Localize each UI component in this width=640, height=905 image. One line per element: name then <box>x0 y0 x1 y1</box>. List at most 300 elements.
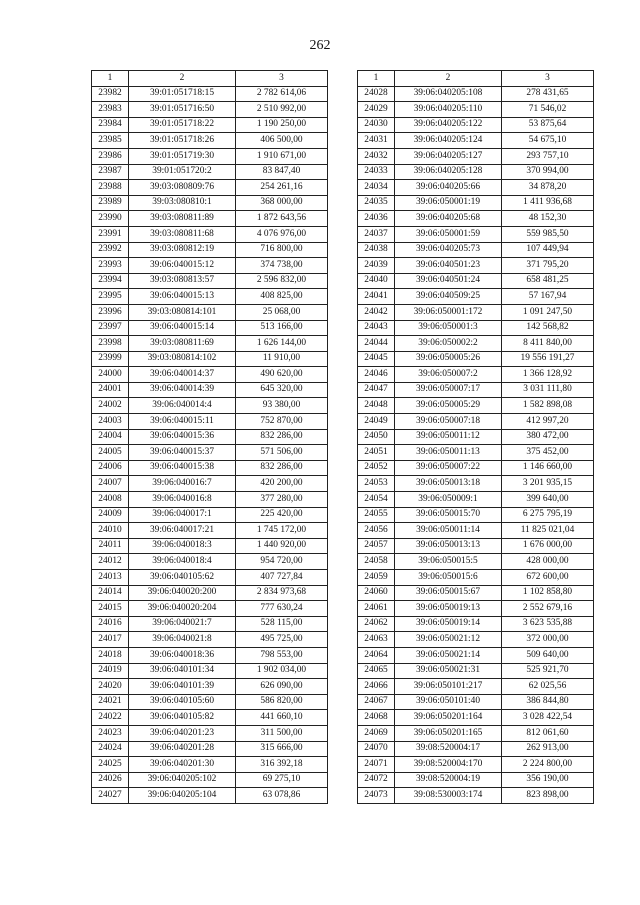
row-number: 24006 <box>92 460 129 476</box>
row-number: 24023 <box>92 725 129 741</box>
row-number: 24018 <box>92 647 129 663</box>
row-number: 24061 <box>358 601 395 617</box>
row-number: 24063 <box>358 632 395 648</box>
cadastral-value: 3 623 535,88 <box>502 616 594 632</box>
row-number: 24007 <box>92 476 129 492</box>
cadastral-value: 53 875,64 <box>502 117 594 133</box>
column-header-cadastral: 2 <box>395 71 502 87</box>
cadastral-number: 39:06:040015:38 <box>129 460 236 476</box>
cadastral-value: 1 190 250,00 <box>236 117 328 133</box>
table-row <box>92 788 328 804</box>
cadastral-value: 374 738,00 <box>236 258 328 274</box>
table-row <box>358 554 594 570</box>
cadastral-value: 3 201 935,15 <box>502 476 594 492</box>
table-row <box>92 133 328 149</box>
cadastral-value: 1 872 643,56 <box>236 211 328 227</box>
cadastral-number: 39:06:040101:34 <box>129 663 236 679</box>
row-number: 24042 <box>358 304 395 320</box>
cadastral-value: 63 078,86 <box>236 788 328 804</box>
cadastral-number: 39:06:040205:128 <box>395 164 502 180</box>
row-number: 23991 <box>92 226 129 242</box>
cadastral-number: 39:06:040015:14 <box>129 320 236 336</box>
row-number: 24054 <box>358 492 395 508</box>
cadastral-value: 1 102 858,80 <box>502 585 594 601</box>
table-row <box>358 616 594 632</box>
cadastral-number: 39:06:040205:66 <box>395 180 502 196</box>
table-row <box>92 367 328 383</box>
table-row <box>92 741 328 757</box>
table-row <box>358 772 594 788</box>
table-row <box>358 164 594 180</box>
row-number: 24024 <box>92 741 129 757</box>
table-row <box>358 398 594 414</box>
cadastral-number: 39:06:050201:165 <box>395 725 502 741</box>
row-number: 24059 <box>358 570 395 586</box>
row-number: 24071 <box>358 757 395 773</box>
cadastral-value: 107 449,94 <box>502 242 594 258</box>
row-number: 24000 <box>92 367 129 383</box>
cadastral-number: 39:03:080814:101 <box>129 304 236 320</box>
cadastral-value: 142 568,82 <box>502 320 594 336</box>
table-row <box>92 757 328 773</box>
row-number: 24019 <box>92 663 129 679</box>
cadastral-value: 1 745 172,00 <box>236 523 328 539</box>
cadastral-number: 39:06:040205:104 <box>129 788 236 804</box>
cadastral-number: 39:06:040205:108 <box>395 86 502 102</box>
cadastral-value: 626 090,00 <box>236 679 328 695</box>
cadastral-value: 11 825 021,04 <box>502 523 594 539</box>
table-row <box>92 523 328 539</box>
row-number: 24067 <box>358 694 395 710</box>
row-number: 24045 <box>358 351 395 367</box>
cadastral-value: 34 878,20 <box>502 180 594 196</box>
table-row <box>358 570 594 586</box>
cadastral-number: 39:06:050001:172 <box>395 304 502 320</box>
cadastral-number: 39:06:050019:14 <box>395 616 502 632</box>
cadastral-value: 1 902 034,00 <box>236 663 328 679</box>
cadastral-value: 93 380,00 <box>236 398 328 414</box>
cadastral-number: 39:06:050021:12 <box>395 632 502 648</box>
table-row <box>358 195 594 211</box>
row-number: 24028 <box>358 86 395 102</box>
cadastral-value: 441 660,10 <box>236 710 328 726</box>
cadastral-number: 39:06:040016:8 <box>129 492 236 508</box>
cadastral-number: 39:06:040501:24 <box>395 273 502 289</box>
cadastral-number: 39:06:050007:2 <box>395 367 502 383</box>
row-number: 24064 <box>358 647 395 663</box>
row-number: 24033 <box>358 164 395 180</box>
table-row <box>358 741 594 757</box>
cadastral-number: 39:06:040020:200 <box>129 585 236 601</box>
cadastral-value: 2 834 973,68 <box>236 585 328 601</box>
cadastral-number: 39:06:040014:39 <box>129 382 236 398</box>
cadastral-value: 2 552 679,16 <box>502 601 594 617</box>
table-row <box>358 102 594 118</box>
cadastral-value: 1 440 920,00 <box>236 538 328 554</box>
table-row <box>358 523 594 539</box>
table-row <box>92 679 328 695</box>
table-row <box>92 476 328 492</box>
row-number: 24057 <box>358 538 395 554</box>
row-number: 24008 <box>92 492 129 508</box>
table-row <box>358 273 594 289</box>
row-number: 24039 <box>358 258 395 274</box>
cadastral-value: 371 795,20 <box>502 258 594 274</box>
table-row <box>92 710 328 726</box>
table-row <box>92 414 328 430</box>
cadastral-number: 39:06:050001:59 <box>395 226 502 242</box>
table-row <box>358 788 594 804</box>
row-number: 24043 <box>358 320 395 336</box>
table-row <box>92 725 328 741</box>
cadastral-number: 39:01:051718:22 <box>129 117 236 133</box>
cadastral-number: 39:06:040015:11 <box>129 414 236 430</box>
table-row <box>92 647 328 663</box>
cadastral-value: 1 676 000,00 <box>502 538 594 554</box>
cadastral-value: 375 452,00 <box>502 445 594 461</box>
column-header-value: 3 <box>502 71 594 87</box>
cadastral-value: 399 640,00 <box>502 492 594 508</box>
cadastral-value: 1 146 660,00 <box>502 460 594 476</box>
table-row <box>358 211 594 227</box>
cadastral-number: 39:06:040201:28 <box>129 741 236 757</box>
cadastral-value: 406 500,00 <box>236 133 328 149</box>
cadastral-value: 412 997,20 <box>502 414 594 430</box>
cadastral-number: 39:06:050101:217 <box>395 679 502 695</box>
cadastral-number: 39:06:040205:73 <box>395 242 502 258</box>
table-row <box>358 289 594 305</box>
row-number: 24020 <box>92 679 129 695</box>
cadastral-value: 370 994,00 <box>502 164 594 180</box>
table-row <box>92 616 328 632</box>
row-number: 24011 <box>92 538 129 554</box>
row-number: 24016 <box>92 616 129 632</box>
cadastral-value: 368 000,00 <box>236 195 328 211</box>
table-row <box>358 117 594 133</box>
table-row <box>358 180 594 196</box>
cadastral-number: 39:01:051720:2 <box>129 164 236 180</box>
cadastral-number: 39:06:050201:164 <box>395 710 502 726</box>
row-number: 24027 <box>92 788 129 804</box>
row-number: 24041 <box>358 289 395 305</box>
row-number: 24062 <box>358 616 395 632</box>
table-row <box>358 507 594 523</box>
row-number: 24052 <box>358 460 395 476</box>
cadastral-value: 225 420,00 <box>236 507 328 523</box>
cadastral-number: 39:06:040016:7 <box>129 476 236 492</box>
table-row <box>92 164 328 180</box>
cadastral-number: 39:03:080814:102 <box>129 351 236 367</box>
row-number: 23988 <box>92 180 129 196</box>
row-number: 23996 <box>92 304 129 320</box>
table-row <box>92 694 328 710</box>
table-row <box>92 663 328 679</box>
row-number: 24004 <box>92 429 129 445</box>
cadastral-number: 39:06:040205:124 <box>395 133 502 149</box>
cadastral-value: 4 076 976,00 <box>236 226 328 242</box>
cadastral-number: 39:06:040201:30 <box>129 757 236 773</box>
cadastral-value: 71 546,02 <box>502 102 594 118</box>
cadastral-value: 528 115,00 <box>236 616 328 632</box>
row-number: 24070 <box>358 741 395 757</box>
row-number: 24030 <box>358 117 395 133</box>
table-row <box>358 414 594 430</box>
table-row <box>358 725 594 741</box>
cadastral-number: 39:06:040205:110 <box>395 102 502 118</box>
row-number: 23998 <box>92 336 129 352</box>
cadastral-value: 832 286,00 <box>236 460 328 476</box>
cadastral-value: 1 411 936,68 <box>502 195 594 211</box>
cadastral-value: 408 825,00 <box>236 289 328 305</box>
row-number: 24068 <box>358 710 395 726</box>
row-number: 24056 <box>358 523 395 539</box>
table-row <box>92 320 328 336</box>
row-number: 24066 <box>358 679 395 695</box>
cadastral-number: 39:03:080811:68 <box>129 226 236 242</box>
row-number: 24044 <box>358 336 395 352</box>
cadastral-number: 39:06:040021:7 <box>129 616 236 632</box>
row-number: 24069 <box>358 725 395 741</box>
row-number: 24058 <box>358 554 395 570</box>
cadastral-number: 39:06:040018:4 <box>129 554 236 570</box>
cadastral-value: 495 725,00 <box>236 632 328 648</box>
table-row <box>92 570 328 586</box>
cadastral-value: 1 626 144,00 <box>236 336 328 352</box>
column-header-number: 1 <box>358 71 395 87</box>
table-row <box>92 180 328 196</box>
row-number: 24025 <box>92 757 129 773</box>
table-row <box>92 86 328 102</box>
cadastral-number: 39:03:080811:69 <box>129 336 236 352</box>
table-row <box>358 710 594 726</box>
row-number: 24053 <box>358 476 395 492</box>
table-row <box>92 226 328 242</box>
table-row <box>92 242 328 258</box>
row-number: 24021 <box>92 694 129 710</box>
table-row <box>92 304 328 320</box>
table-row <box>92 601 328 617</box>
row-number: 24038 <box>358 242 395 258</box>
cadastral-number: 39:06:040014:37 <box>129 367 236 383</box>
cadastral-number: 39:06:050021:31 <box>395 663 502 679</box>
cadastral-value: 2 596 832,00 <box>236 273 328 289</box>
cadastral-value: 954 720,00 <box>236 554 328 570</box>
row-number: 23986 <box>92 148 129 164</box>
table-row <box>92 211 328 227</box>
row-number: 24049 <box>358 414 395 430</box>
row-number: 24046 <box>358 367 395 383</box>
table-header-row <box>358 71 594 87</box>
table-row <box>92 148 328 164</box>
cadastral-number: 39:01:051719:30 <box>129 148 236 164</box>
row-number: 24022 <box>92 710 129 726</box>
cadastral-value: 777 630,24 <box>236 601 328 617</box>
row-number: 24050 <box>358 429 395 445</box>
cadastral-value: 2 510 992,00 <box>236 102 328 118</box>
row-number: 24001 <box>92 382 129 398</box>
table-row <box>92 336 328 352</box>
row-number: 23994 <box>92 273 129 289</box>
cadastral-number: 39:06:050015:5 <box>395 554 502 570</box>
table-row <box>358 148 594 164</box>
cadastral-value: 645 320,00 <box>236 382 328 398</box>
table-row <box>358 382 594 398</box>
row-number: 24015 <box>92 601 129 617</box>
cadastral-number: 39:03:080810:1 <box>129 195 236 211</box>
row-number: 23995 <box>92 289 129 305</box>
cadastral-number: 39:06:050005:29 <box>395 398 502 414</box>
cadastral-value: 513 166,00 <box>236 320 328 336</box>
cadastral-number: 39:06:040205:127 <box>395 148 502 164</box>
table-row <box>358 367 594 383</box>
cadastral-number: 39:03:080811:89 <box>129 211 236 227</box>
cadastral-value: 25 068,00 <box>236 304 328 320</box>
cadastral-value: 48 152,30 <box>502 211 594 227</box>
cadastral-value: 372 000,00 <box>502 632 594 648</box>
row-number: 23982 <box>92 86 129 102</box>
cadastral-number: 39:06:040020:204 <box>129 601 236 617</box>
row-number: 24010 <box>92 523 129 539</box>
row-number: 24032 <box>358 148 395 164</box>
table-row <box>92 258 328 274</box>
cadastral-number: 39:06:040509:25 <box>395 289 502 305</box>
cadastral-number: 39:06:040015:13 <box>129 289 236 305</box>
row-number: 24047 <box>358 382 395 398</box>
cadastral-number: 39:03:080812:19 <box>129 242 236 258</box>
row-number: 24014 <box>92 585 129 601</box>
column-header-cadastral: 2 <box>129 71 236 87</box>
table-row <box>358 86 594 102</box>
cadastral-value: 293 757,10 <box>502 148 594 164</box>
table-row <box>358 133 594 149</box>
cadastral-number: 39:03:080809:76 <box>129 180 236 196</box>
table-row <box>92 632 328 648</box>
table-row <box>92 429 328 445</box>
cadastral-value: 1 582 898,08 <box>502 398 594 414</box>
cadastral-value: 586 820,00 <box>236 694 328 710</box>
row-number: 23997 <box>92 320 129 336</box>
cadastral-number: 39:06:050005:26 <box>395 351 502 367</box>
cadastral-number: 39:06:050011:14 <box>395 523 502 539</box>
cadastral-number: 39:06:050011:13 <box>395 445 502 461</box>
table-row <box>358 476 594 492</box>
row-number: 24013 <box>92 570 129 586</box>
cadastral-number: 39:08:530003:174 <box>395 788 502 804</box>
row-number: 23992 <box>92 242 129 258</box>
table-row <box>92 195 328 211</box>
cadastral-number: 39:06:050015:67 <box>395 585 502 601</box>
cadastral-number: 39:06:050011:12 <box>395 429 502 445</box>
cadastral-number: 39:06:050101:40 <box>395 694 502 710</box>
row-number: 24037 <box>358 226 395 242</box>
table-row <box>92 492 328 508</box>
row-number: 24060 <box>358 585 395 601</box>
cadastral-value: 798 553,00 <box>236 647 328 663</box>
cadastral-value: 428 000,00 <box>502 554 594 570</box>
table-row <box>358 538 594 554</box>
cadastral-number: 39:06:040015:12 <box>129 258 236 274</box>
cadastral-number: 39:06:050007:22 <box>395 460 502 476</box>
registry-table-left <box>91 70 328 804</box>
cadastral-value: 672 600,00 <box>502 570 594 586</box>
row-number: 23990 <box>92 211 129 227</box>
table-row <box>358 757 594 773</box>
cadastral-number: 39:06:040018:36 <box>129 647 236 663</box>
cadastral-value: 2 224 800,00 <box>502 757 594 773</box>
row-number: 24034 <box>358 180 395 196</box>
cadastral-number: 39:06:040501:23 <box>395 258 502 274</box>
table-row <box>92 102 328 118</box>
row-number: 23993 <box>92 258 129 274</box>
cadastral-value: 262 913,00 <box>502 741 594 757</box>
table-row <box>92 398 328 414</box>
registry-table-right <box>357 70 594 804</box>
cadastral-value: 54 675,10 <box>502 133 594 149</box>
cadastral-number: 39:06:040014:4 <box>129 398 236 414</box>
cadastral-value: 11 910,00 <box>236 351 328 367</box>
cadastral-value: 386 844,80 <box>502 694 594 710</box>
table-row <box>92 460 328 476</box>
row-number: 24055 <box>358 507 395 523</box>
cadastral-value: 407 727,84 <box>236 570 328 586</box>
cadastral-number: 39:06:050021:14 <box>395 647 502 663</box>
cadastral-number: 39:06:040105:60 <box>129 694 236 710</box>
table-row <box>358 242 594 258</box>
table-header-row <box>92 71 328 87</box>
column-header-value: 3 <box>236 71 328 87</box>
cadastral-number: 39:06:040021:8 <box>129 632 236 648</box>
table-row <box>358 679 594 695</box>
row-number: 23984 <box>92 117 129 133</box>
cadastral-number: 39:01:051718:26 <box>129 133 236 149</box>
cadastral-number: 39:08:520004:170 <box>395 757 502 773</box>
cadastral-number: 39:06:040015:36 <box>129 429 236 445</box>
table-row <box>358 663 594 679</box>
row-number: 24073 <box>358 788 395 804</box>
cadastral-number: 39:01:051716:50 <box>129 102 236 118</box>
cadastral-number: 39:06:050019:13 <box>395 601 502 617</box>
table-row <box>358 258 594 274</box>
cadastral-number: 39:06:040201:23 <box>129 725 236 741</box>
cadastral-value: 62 025,56 <box>502 679 594 695</box>
table-row <box>92 507 328 523</box>
cadastral-value: 380 472,00 <box>502 429 594 445</box>
cadastral-number: 39:06:040105:82 <box>129 710 236 726</box>
table-row <box>358 351 594 367</box>
cadastral-value: 571 506,00 <box>236 445 328 461</box>
row-number: 24003 <box>92 414 129 430</box>
table-row <box>358 304 594 320</box>
row-number: 23985 <box>92 133 129 149</box>
table-row <box>358 492 594 508</box>
cadastral-value: 377 280,00 <box>236 492 328 508</box>
cadastral-value: 19 556 191,27 <box>502 351 594 367</box>
cadastral-number: 39:06:040105:62 <box>129 570 236 586</box>
table-row <box>92 772 328 788</box>
cadastral-number: 39:06:050009:1 <box>395 492 502 508</box>
cadastral-number: 39:06:040205:68 <box>395 211 502 227</box>
cadastral-value: 812 061,60 <box>502 725 594 741</box>
cadastral-value: 356 190,00 <box>502 772 594 788</box>
table-row <box>92 117 328 133</box>
cadastral-value: 3 031 111,80 <box>502 382 594 398</box>
cadastral-number: 39:06:050001:3 <box>395 320 502 336</box>
cadastral-value: 420 200,00 <box>236 476 328 492</box>
cadastral-value: 2 782 614,06 <box>236 86 328 102</box>
row-number: 24017 <box>92 632 129 648</box>
cadastral-number: 39:06:050013:18 <box>395 476 502 492</box>
row-number: 24005 <box>92 445 129 461</box>
